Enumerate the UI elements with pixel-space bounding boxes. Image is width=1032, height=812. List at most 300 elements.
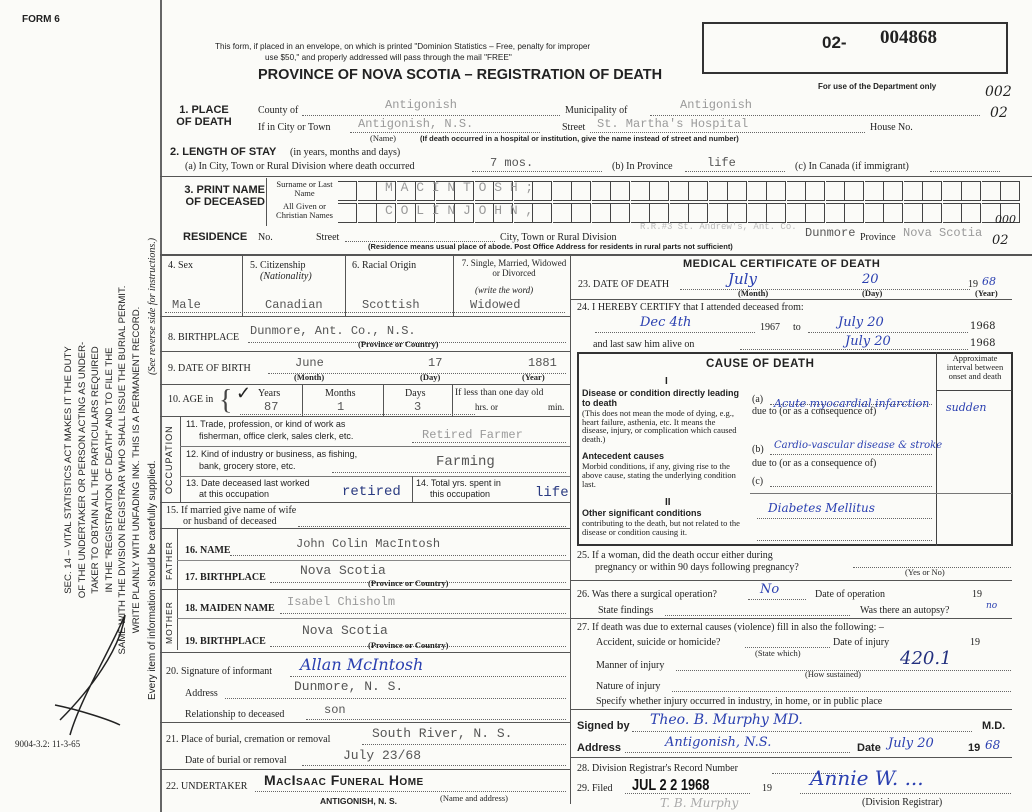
name-letter-cell xyxy=(553,181,572,201)
residence-province-value[interactable]: Nova Scotia xyxy=(903,226,983,240)
checkmark-icon: ✓ xyxy=(236,383,252,403)
mail-notice: This form, if placed in an envelope, on which is printed "Dominion Statistics – Free, penalty for improper xyxy=(215,42,591,51)
burial-place-label: 21. Place of burial, cremation or removal xyxy=(166,734,331,745)
divider xyxy=(570,299,1012,300)
physician-address-label: Address xyxy=(577,742,622,754)
name-letter-cell xyxy=(592,181,611,201)
divider xyxy=(160,502,570,503)
name-letter-cell xyxy=(865,203,884,223)
marital-status-value[interactable]: Widowed xyxy=(470,298,521,312)
other-conditions-note: contributing to the death, but not related to the disease or condition causing it. xyxy=(582,518,740,537)
divider xyxy=(160,176,1032,177)
leader xyxy=(680,289,970,290)
reg-prefix: 02- xyxy=(822,33,847,52)
notice-line: SEC. 14 – VITAL STATISTICS ACT MAKES IT THE DUTY xyxy=(63,346,74,594)
birthplace-note: (Province or Country) xyxy=(368,578,449,588)
sex-value[interactable]: Male xyxy=(172,298,201,312)
divider xyxy=(453,254,454,316)
q14-label-2: this occupation xyxy=(430,489,491,499)
last-saw-date[interactable]: July 20 xyxy=(845,334,891,349)
leader xyxy=(290,676,566,677)
leader xyxy=(590,132,865,133)
to-label: to xyxy=(793,322,801,333)
divider xyxy=(383,384,384,416)
divider xyxy=(570,709,1012,710)
father-birthplace-label: 17. BIRTHPLACE xyxy=(185,572,266,583)
divider xyxy=(160,589,570,590)
physician-address[interactable]: Antigonish, N.S. xyxy=(665,735,772,750)
section-divider xyxy=(570,254,571,804)
name-letter-cell xyxy=(904,203,923,223)
divider xyxy=(266,178,267,226)
q15-label-2: or husband of deceased xyxy=(183,516,277,527)
name-letter-cell xyxy=(806,181,825,201)
record-number-label: 28. Division Registrar's Record Number xyxy=(577,763,738,774)
sign-year[interactable]: 68 xyxy=(985,738,1001,752)
cause-a-label: (a) xyxy=(752,394,764,405)
antecedent-label: Antecedent causes xyxy=(582,451,665,461)
death-month[interactable]: July xyxy=(728,270,757,288)
stay-c-label: (c) In Canada (if immigrant) xyxy=(795,161,909,172)
father-name-value[interactable]: John Colin MacIntosh xyxy=(296,537,441,551)
street-label: Street xyxy=(562,122,586,133)
sign-date-label: Date xyxy=(857,742,881,754)
divider xyxy=(160,652,570,653)
maiden-name-label: 18. MAIDEN NAME xyxy=(185,603,275,614)
place-of-death-label: 1. PLACE OF DEATH xyxy=(176,104,232,128)
leader xyxy=(632,731,972,732)
last-saw-label: and last saw him alive on xyxy=(593,339,695,350)
cause-a-interval[interactable]: sudden xyxy=(946,401,987,414)
cause-b-value[interactable]: Cardio-vascular disease & stroke xyxy=(774,440,943,451)
stay-a-value[interactable]: 7 mos. xyxy=(490,156,534,170)
pencil-note: T. B. Murphy xyxy=(660,796,739,810)
burial-date-value[interactable]: July 23/68 xyxy=(343,748,422,763)
informant-address-value[interactable]: Dunmore, N. S. xyxy=(294,679,404,694)
min-label: min. xyxy=(548,402,565,412)
attended-from-year: 1967 xyxy=(760,322,780,333)
name-letter-cell xyxy=(631,203,650,223)
divider xyxy=(180,446,570,447)
notice-line: SAME WITH THE DIVISION REGISTRAR WHO SHALL ISSUE THE BURIAL PERMIT. xyxy=(117,285,128,655)
page-title: PROVINCE OF NOVA SCOTIA – REGISTRATION OF DEATH xyxy=(258,67,663,83)
age-years[interactable]: 87 xyxy=(264,400,279,414)
name-letter-cell xyxy=(767,181,786,201)
name-letter-cell xyxy=(904,181,923,201)
name-letter-cell xyxy=(358,181,377,201)
name-letter-cell xyxy=(884,181,903,201)
medical-certificate-title: MEDICAL CERTIFICATE OF DEATH xyxy=(683,258,881,270)
divider xyxy=(160,769,570,770)
notice-line: IN THE "REGISTRATION OF DEATH" AND TO FILE THE xyxy=(103,347,115,593)
street-value[interactable]: St. Martha's Hospital xyxy=(597,117,749,131)
leader xyxy=(230,555,566,556)
sidebar-note: Every item of information should be carefully supplied. xyxy=(147,460,158,700)
attended-to[interactable]: July 20 xyxy=(838,315,884,330)
cause-of-death-title: CAUSE OF DEATH xyxy=(706,358,815,370)
how-sustained-note: (How sustained) xyxy=(805,669,861,679)
name-letter-cell xyxy=(923,181,942,201)
name-letter-cell xyxy=(611,181,630,201)
month-note: (Month) xyxy=(294,372,325,382)
manner-label: Manner of injury xyxy=(596,660,665,671)
residence-city-label: City, Town or Rural Division xyxy=(500,232,617,243)
filed-date-stamp: JUL 2 2 1968 xyxy=(632,777,710,794)
due-to-label: due to (or as a consequence of) xyxy=(752,458,877,469)
residence-crossed-value: R.R.#3 St. Andrew's, Ant. Co. xyxy=(640,222,797,232)
nature-label: Nature of injury xyxy=(596,681,661,692)
divider xyxy=(160,528,570,529)
mother-birthplace-label: 19. BIRTHPLACE xyxy=(185,636,266,647)
findings-label: State findings xyxy=(598,605,654,616)
divider xyxy=(302,384,303,416)
city-label: If in City or Town xyxy=(258,122,331,133)
signed-by-label: Signed by xyxy=(577,720,630,732)
father-name-label: 16. NAME xyxy=(185,545,231,556)
day-note: (Day) xyxy=(420,372,441,382)
birthplace-label: 8. BIRTHPLACE xyxy=(168,332,240,343)
stay-b-value[interactable]: life xyxy=(707,156,736,170)
cause-b-label: (b) xyxy=(752,444,764,455)
father-side-label: FATHER xyxy=(164,541,174,580)
divider xyxy=(936,390,1012,391)
dob-label: 9. DATE OF BIRTH xyxy=(168,363,251,374)
industry-value[interactable]: Farming xyxy=(436,454,495,470)
due-to-label: due to (or as a consequence of) xyxy=(752,406,877,417)
instructions-note: (See reverse side for instructions.) xyxy=(147,237,158,375)
q13-label-2: at this occupation xyxy=(199,489,270,499)
filed-label: 29. Filed xyxy=(577,783,613,794)
name-letter-cell xyxy=(670,203,689,223)
notice-line: OF THE UNDERTAKER OR PERSON ACTING AS UNDER- xyxy=(76,341,88,599)
month-note: (Month) xyxy=(738,288,769,298)
racial-origin-value[interactable]: Scottish xyxy=(362,298,420,312)
informant-signature-label: 20. Signature of informant xyxy=(166,666,273,677)
year-prefix: 19 xyxy=(762,783,772,794)
registration-number-box xyxy=(702,22,1008,74)
print-name-label: 3. PRINT NAME OF DECEASED xyxy=(184,184,265,208)
leader xyxy=(332,472,566,473)
name-letter-cell xyxy=(884,203,903,223)
name-letter-cell xyxy=(650,203,669,223)
birthplace-note: (Province or Country) xyxy=(358,339,439,349)
occupation-side-label: OCCUPATION xyxy=(164,425,174,494)
municipality-value[interactable]: Antigonish xyxy=(680,98,753,112)
undertaker-city-stamp: ANTIGONISH, N. S. xyxy=(320,796,397,806)
divider xyxy=(750,493,1012,494)
divider xyxy=(160,416,570,417)
divider xyxy=(177,560,570,561)
notice-line: WRITE PLAINLY WITH UNFADING INK. THIS IS A PERMANENT RECORD. xyxy=(130,306,142,634)
county-value[interactable]: Antigonish xyxy=(385,98,458,112)
name-letter-cell xyxy=(611,203,630,223)
stay-note: (in years, months and days) xyxy=(290,147,401,158)
residence-note: (Residence means usual place of abode. Post Office Address for residents in rural parts not sufficient) xyxy=(368,242,733,251)
name-letter-cell xyxy=(338,203,357,223)
name-letter-cell xyxy=(806,203,825,223)
q25-label: 25. If a woman, did the death occur either during xyxy=(577,550,773,561)
name-letter-cell xyxy=(767,203,786,223)
name-letter-cell xyxy=(689,181,708,201)
other-conditions-value[interactable]: Diabetes Mellitus xyxy=(768,501,875,515)
name-letter-cell xyxy=(865,181,884,201)
name-letter-cell xyxy=(728,203,747,223)
years-in-occupation-value[interactable]: life xyxy=(535,485,569,501)
residence-province-label: Province xyxy=(860,232,896,243)
q15-label: 15. If married give name of wife xyxy=(166,505,297,516)
notice-line: TAKER TO OBTAIN ALL THE PARTICULARS REQUIRED xyxy=(90,346,101,594)
divider xyxy=(570,580,1012,581)
divider xyxy=(345,254,346,316)
leader xyxy=(770,454,932,455)
operation-date-label: Date of operation xyxy=(815,589,885,600)
leader xyxy=(240,414,475,415)
name-letter-cell xyxy=(689,203,708,223)
leader xyxy=(757,540,932,541)
maiden-name-value[interactable]: Isabel Chisholm xyxy=(287,595,396,609)
dept-only-label: For use of the Department only xyxy=(818,82,937,91)
undertaker-label: 22. UNDERTAKER xyxy=(166,781,248,792)
stay-b-label: (b) In Province xyxy=(612,161,673,172)
name-letter-cell xyxy=(748,203,767,223)
age-months[interactable]: 1 xyxy=(337,400,345,414)
length-of-stay-label: 2. LENGTH OF STAY xyxy=(170,146,277,158)
citizenship-value[interactable]: Canadian xyxy=(265,298,323,312)
accident-label: Accident, suicide or homicide? xyxy=(596,637,721,648)
margin-divider xyxy=(160,0,162,812)
leader xyxy=(595,332,755,333)
leader xyxy=(757,518,932,519)
q27-label: 27. If death was due to external causes (violence) fill in also the following: – xyxy=(577,622,884,633)
divider xyxy=(177,618,570,619)
antecedent-note: Morbid conditions, if any, giving rise to the above cause, stating the underlying condition last. xyxy=(582,461,736,489)
divider xyxy=(570,757,1012,758)
name-letter-cell xyxy=(650,181,669,201)
divider xyxy=(160,254,1032,256)
autopsy-value[interactable]: no xyxy=(986,601,998,611)
name-letter-cell xyxy=(533,203,552,223)
mother-birthplace-value[interactable]: Nova Scotia xyxy=(302,623,388,638)
year-prefix: 19 xyxy=(968,742,981,754)
surgery-value[interactable]: No xyxy=(760,582,780,597)
relationship-label: Relationship to deceased xyxy=(185,709,285,720)
name-letter-cell xyxy=(943,181,962,201)
dob-day[interactable]: 17 xyxy=(428,356,443,370)
sign-date[interactable]: July 20 xyxy=(888,736,934,751)
cause-c-label: (c) xyxy=(752,476,764,487)
yes-no-note: (Yes or No) xyxy=(905,567,945,577)
reg-number: 004868 xyxy=(880,27,937,48)
part-two-label: II xyxy=(665,497,671,508)
surname-label: Surname or Last Name xyxy=(276,179,333,199)
given-names-value[interactable]: C O L I N J O H N , xyxy=(385,203,534,218)
leader xyxy=(362,744,566,745)
burial-place-value[interactable]: South River, N. S. xyxy=(372,726,513,741)
name-letter-cell xyxy=(748,181,767,201)
day-note: (Day) xyxy=(862,288,883,298)
days-label: Days xyxy=(405,388,426,399)
part-one-label: I xyxy=(665,376,668,387)
leader xyxy=(665,615,850,616)
divider xyxy=(570,618,1012,619)
name-letter-cell xyxy=(826,181,845,201)
cause-code: 420.1 xyxy=(900,648,952,669)
marital-note: (write the word) xyxy=(475,285,534,295)
leader xyxy=(225,698,566,699)
specify-label: Specify whether injury occurred in industry, in home, or in public place xyxy=(596,696,883,707)
municipality-label: Municipality of xyxy=(565,105,628,116)
house-label: House No. xyxy=(870,122,913,133)
name-letter-cell xyxy=(962,181,981,201)
leader xyxy=(472,171,602,172)
divider xyxy=(180,476,570,477)
injury-date-label: Date of injury xyxy=(833,637,890,648)
year-prefix: 19 xyxy=(972,589,982,600)
q12-label: 12. Kind of industry or business, as fishing, xyxy=(186,449,358,459)
undertaker-note: (Name and address) xyxy=(440,793,508,803)
direct-cause-label: Disease or condition directly leading to death xyxy=(582,388,740,408)
less-than-day-label: If less than one day old xyxy=(455,388,544,398)
mail-notice-2: use $50," and properly addressed will pass through the mail "FREE" xyxy=(265,53,512,62)
sex-label: 4. Sex xyxy=(168,260,193,271)
years-label: Years xyxy=(258,388,281,399)
informant-address-label: Address xyxy=(185,688,218,699)
certify-label: 24. I HEREBY CERTIFY that I attended deceased from: xyxy=(577,302,804,313)
year-note: (Year) xyxy=(975,288,998,298)
name-letter-cell xyxy=(670,181,689,201)
dob-year[interactable]: 1881 xyxy=(528,356,557,370)
divider xyxy=(452,384,453,416)
divider xyxy=(160,351,570,352)
date-of-death-label: 23. DATE OF DEATH xyxy=(578,279,670,290)
cause-a-value[interactable]: Acute myocardial infarction xyxy=(774,397,930,410)
informant-signature[interactable]: Allan McIntosh xyxy=(300,655,424,674)
relationship-value[interactable]: son xyxy=(324,703,346,717)
birthplace-note: (Province or Country) xyxy=(368,640,449,650)
residence-no-label: No. xyxy=(258,232,273,243)
stay-a-label: (a) In City, Town or Rural Division where death occurred xyxy=(185,161,415,172)
county-label: County of xyxy=(258,105,299,116)
surname-value[interactable]: M A C I N T O S H ; xyxy=(385,180,534,195)
name-letter-cell xyxy=(787,181,806,201)
leader xyxy=(930,171,1000,172)
hrs-label: hrs. or xyxy=(475,402,498,412)
name-letter-cell xyxy=(845,203,864,223)
burial-date-label: Date of burial or removal xyxy=(185,755,287,766)
q25-label-2: pregnancy or within 90 days following pregnancy? xyxy=(595,562,799,573)
name-letter-cell xyxy=(592,203,611,223)
occupation-value[interactable]: Retired Farmer xyxy=(422,428,523,442)
undertaker-name-stamp: MacIsaac Funeral Home xyxy=(264,772,424,788)
form-code: 9004-3.2: 11-3-65 xyxy=(15,739,81,749)
handwritten-scribble-icon xyxy=(50,610,130,740)
death-year[interactable]: 68 xyxy=(982,275,996,288)
margin-code: 000 xyxy=(995,213,1016,226)
name-letter-cell xyxy=(943,203,962,223)
physician-signature[interactable]: Theo. B. Murphy MD. xyxy=(650,712,803,728)
marital-status-label: 7. Single, Married, Widowed or Divorced xyxy=(461,258,567,278)
name-letter-cell xyxy=(553,203,572,223)
hospital-note: (If death occurred in a hospital or institution, give the name instead of street and number) xyxy=(420,134,739,143)
name-letter-cell xyxy=(728,181,747,201)
last-worked-value[interactable]: retired xyxy=(342,484,401,500)
margin-code: 02 xyxy=(990,105,1008,121)
leader xyxy=(685,171,785,172)
birthplace-value[interactable]: Dunmore, Ant. Co., N.S. xyxy=(250,324,416,338)
state-which-note: (State which) xyxy=(755,648,801,658)
leader xyxy=(306,719,566,720)
residence-street-label: Street xyxy=(316,232,340,243)
year-prefix: 19 xyxy=(970,637,980,648)
leader xyxy=(280,613,566,614)
leader xyxy=(298,526,566,527)
direct-cause-note: (This does not mean the mode of dying, e.g., heart failure, asthenia, etc. It means the disease, injury, or complication which caused death.) xyxy=(582,408,737,444)
leader xyxy=(165,312,565,313)
leader xyxy=(770,486,932,487)
name-note: (Name) xyxy=(370,133,396,143)
citizenship-note: (Nationality) xyxy=(260,271,312,282)
name-letter-cell xyxy=(631,181,650,201)
last-saw-year[interactable]: 1968 xyxy=(970,338,996,349)
name-letter-cell xyxy=(826,203,845,223)
name-letter-cell xyxy=(787,203,806,223)
age-days[interactable]: 3 xyxy=(414,400,422,414)
other-conditions-label: Other significant conditions xyxy=(582,508,702,518)
given-names-label: All Given or Christian Names xyxy=(276,201,333,221)
leader xyxy=(748,599,806,600)
attended-from[interactable]: Dec 4th xyxy=(640,315,692,330)
registrar-signature[interactable]: Annie W. ... xyxy=(810,766,924,790)
name-letter-cell xyxy=(709,181,728,201)
city-value[interactable]: Antigonish, N.S. xyxy=(358,117,474,131)
name-letter-cell xyxy=(845,181,864,201)
divider xyxy=(160,722,570,723)
leader xyxy=(255,791,566,792)
residence-city-value[interactable]: Dunmore xyxy=(805,226,856,240)
divider xyxy=(180,416,181,502)
brace-icon: { xyxy=(219,385,233,416)
name-letter-cell xyxy=(533,181,552,201)
father-birthplace-value[interactable]: Nova Scotia xyxy=(300,563,386,578)
surgery-label: 26. Was there a surgical operation? xyxy=(577,589,717,600)
attended-to-year[interactable]: 1968 xyxy=(970,321,996,332)
name-letter-cell xyxy=(572,181,591,201)
name-letter-cell xyxy=(572,203,591,223)
citizenship-label: 5. Citizenship xyxy=(250,260,306,271)
margin-code: 002 xyxy=(985,84,1012,100)
leader xyxy=(302,765,566,766)
q12-label-2: bank, grocery store, etc. xyxy=(199,461,296,471)
months-label: Months xyxy=(325,388,356,399)
year-note: (Year) xyxy=(522,372,545,382)
autopsy-label: Was there an autopsy? xyxy=(860,605,950,616)
mother-side-label: MOTHER xyxy=(164,601,174,644)
q11-label-2: fisherman, office clerk, sales clerk, etc. xyxy=(199,431,354,441)
divider xyxy=(160,316,570,317)
dob-month[interactable]: June xyxy=(295,356,324,370)
leader xyxy=(650,115,980,116)
age-label: 10. AGE in xyxy=(168,394,214,405)
leader xyxy=(625,752,850,753)
death-day[interactable]: 20 xyxy=(862,272,879,287)
md-label: M.D. xyxy=(982,720,1006,732)
q13-label: 13. Date deceased last worked xyxy=(186,478,310,488)
year-prefix: 19 xyxy=(968,279,978,290)
name-letter-cell xyxy=(358,203,377,223)
interval-header: Approximate interval between onset and death xyxy=(946,353,1004,381)
name-letter-cell xyxy=(923,203,942,223)
margin-code: 02 xyxy=(992,233,1009,248)
